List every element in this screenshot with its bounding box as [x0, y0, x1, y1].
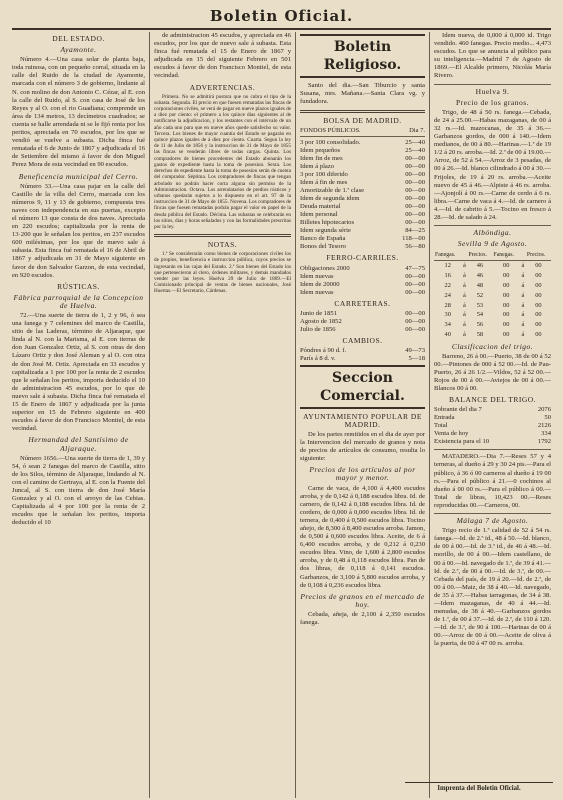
section-subheading: Ayamonte.	[60, 45, 97, 55]
table-cell: 00	[535, 311, 542, 319]
table-cell: á	[521, 272, 525, 280]
divider	[434, 449, 551, 450]
bolsa-row-label: Póndres á 90 d. f.	[300, 346, 347, 354]
table-cell: á	[521, 291, 525, 299]
bolsa-row	[300, 273, 425, 281]
table-cell: á	[521, 321, 525, 329]
paragraph: MATADERO.—Dia 7.—Reses 57 y 4 terneras, al dueño á 29 y 30 24 pts.—Para el público, á 36 ó 00 carneros al dueño á 19 00 rs.—Para el público á 21.—0 cochinos al dueño á 00 00 rs.—Para el público á 00.—Total de libras, 10,423 00.—Reses reproducidas 00.—Carneros, 00.	[434, 453, 551, 509]
balance-row	[434, 438, 551, 446]
table-cell: 00	[503, 321, 510, 329]
section-heading: RÚSTICAS.	[57, 281, 100, 291]
bolsa-row-label: Idem á plazo	[300, 163, 335, 171]
bolsa-row-label: Banco de España	[300, 235, 346, 243]
table-cell: 00	[503, 301, 510, 309]
table-cell: 24	[444, 291, 451, 299]
divider	[300, 110, 425, 113]
table-cell: 00	[535, 291, 542, 299]
table-cell: 00	[535, 330, 542, 338]
section-subheading: Precio de los granos.	[456, 97, 529, 107]
bolsa-row-value: 00—00	[405, 288, 425, 296]
table-cell: á	[521, 281, 525, 289]
balance-row	[434, 414, 551, 422]
table-cell: 00	[535, 281, 542, 289]
balance-row-label: Total	[434, 422, 448, 430]
bolsa-rows	[300, 139, 425, 251]
bolsa-row-value: 00—00	[405, 179, 425, 187]
section-subheading: Hermandad del Santísimo de Aljaraque.	[28, 435, 129, 453]
column-3	[296, 32, 430, 798]
albondiga-table-body	[434, 261, 551, 340]
paragraph: Cebada, añeja, de 2,100 á 2,350 escudos fanega.	[300, 610, 425, 626]
table-cell: 53	[476, 301, 484, 309]
bolsa-row-label: Idem pequeños	[300, 147, 341, 155]
bolsa-row-label: Idem á fin de mes	[300, 179, 348, 187]
bolsa-row	[300, 289, 425, 297]
section-heading: Málaga 7 de Agosto.	[456, 516, 529, 526]
bolsa-row-value: 84—25	[405, 227, 425, 235]
bolsa-header-left: FONDOS PÚBLICOS.	[300, 127, 361, 135]
bolsa-row	[300, 171, 425, 179]
bolsa-row	[300, 195, 425, 203]
paragraph: de administracion 45 escudos, y apreciada en 46 escudos, por los que de nuevo sale á subasta. Esta finca fué rematada el 15 de Enero de 1867 y adjudicada en 15 del siguiente Febrero en 501 escudos á favor de don Francisco Montiel, de esta vecindad.	[154, 32, 291, 80]
balance-row	[434, 422, 551, 430]
section-subheading: Beneficencia municipal del Cerro.	[18, 171, 139, 181]
bolsa-row-label: Idem personal	[300, 211, 338, 219]
bolsa-row-label: Idem nuevas	[300, 272, 334, 280]
table-cell: á	[463, 311, 466, 319]
bolsa-rows-ferrocarriles	[300, 265, 425, 297]
balance-row-value: 334	[541, 430, 551, 438]
balance-row-value: 1792	[537, 438, 551, 446]
bolsa-row	[300, 318, 425, 326]
comercial-title: Seccion Comercial.	[300, 365, 425, 409]
table-cell: 54	[476, 311, 484, 319]
bolsa-row-label: París á 8 d. v.	[300, 354, 336, 362]
section-heading: ADVERTENCIAS.	[189, 82, 256, 92]
columns	[8, 32, 555, 798]
table-cell: 00	[503, 330, 510, 338]
bolsa-row-value: 47—75	[405, 264, 425, 272]
table-cell: 28	[444, 301, 451, 309]
bolsa-row-label: Obligaciones 2000	[300, 264, 350, 272]
bolsa-row-value: 00—00	[405, 171, 425, 179]
table-cell: 00	[503, 311, 510, 319]
comercial-subheading: AYUNTAMIENTO POPULAR DE MADRID.	[303, 411, 422, 429]
paragraph: De los partes remitidos en el dia de ayer por la Intervencion del mercado de granos y nota de precios de artículos de consumo, resulta lo siguiente:	[300, 430, 425, 463]
bolsa-row-value: 00—00	[405, 163, 425, 171]
bolsa-row-label: Julio de 1856	[300, 325, 336, 333]
table-header: Fanegas.	[492, 250, 519, 261]
section-heading: DEL ESTADO.	[52, 34, 105, 43]
paragraph: Idem nueva, de 0,000 á 0,000 id. Trigo vendido. 460 fanegas. Precio medio... 4,473 escudos. Lo que se anuncia al público para su inteligencia.—Madrid 7 de Agosto de 1869.—El Alcalde primero, Nicolás María Rivero.	[434, 32, 551, 80]
bolsa-row-value: 00—00	[405, 309, 425, 317]
bolsa-row-value: 00—00	[405, 317, 425, 325]
bolsa-row-value: 25—40	[405, 147, 425, 155]
table-header: Fanegas.	[434, 250, 461, 261]
imprint: Imprenta del Boletin Oficial.	[405, 782, 553, 792]
balance-row-value: 50	[544, 414, 551, 422]
table-cell: á	[463, 321, 466, 329]
bolsa-row-value: 00—00	[405, 211, 425, 219]
table-cell: á	[521, 311, 525, 319]
balance-row-value: 2126	[537, 422, 551, 430]
table-cell: 48	[476, 281, 484, 289]
table-cell: 46	[476, 272, 484, 280]
table-cell: 56	[476, 321, 484, 329]
bolsa-row-value: 5—18	[408, 354, 425, 362]
bolsa-row-label: Amortizable de 1.ª clase	[300, 187, 365, 195]
table-cell: á	[463, 291, 466, 299]
section-subheading: Fábrica parroquial de la Concepcion de Huelva.	[13, 292, 144, 310]
bolsa-row	[300, 163, 425, 171]
balance-row-label: Sobrante del dia 7	[434, 406, 482, 414]
bolsa-row-label: 3 por 100 consolidado.	[300, 139, 361, 147]
balance-row-label: Venta de hoy	[434, 430, 469, 438]
table-cell: á	[463, 330, 466, 338]
bolsa-row	[300, 227, 425, 235]
bolsa-row-value: 118—00	[402, 235, 425, 243]
paragraph: Número 4.—Una casa solar de planta baja, toda ruinosa, con un pequeño corral, situada en la calle del Ruido de la ciudad de Ayamonte, marcada con el número 3 de gobierno, lindante al N. con molino de don Antonio C. Cézar, al E. con la calle del Ruido, al S. con casa de José de los Reyes y al O. con el rio Guadiana; comprende un área de 134 metros, 13 decímetros cuadrados; se cuenta se halle arrendada ni se le fijó renta por los peritos, apreciada en 70 escudos, por los que se vendió se vuelve a subasta. Dicha finca fué rematada el 6 de Junio de 1867 y adjudicada el 16 de Setiembre del mismo á favor de don Miguel Perez Mora de esta vecindad en 90 escudos.	[12, 56, 145, 169]
table-cell: 00	[503, 262, 510, 270]
bolsa-row-value: 00—00	[405, 187, 425, 195]
notes-text: 1.ª Se considerarán como bienes de corporaciones civiles los de propios, beneficencia e instruccion pública, cuyos precios se ingresarán en las cajas del Estado. 2.ª Son bienes del Estado los que pertenecieron al clero, órdenes militares, y demás mandados vender por las leyes. Huelva 29 de Julio de 1869.—El Comisionado principal de ventas de bienes nacionales, José Huertas.—El Secretario, Cárdenas.	[154, 251, 291, 295]
section-heading: Albóndiga.	[473, 228, 512, 238]
table-cell: 16	[444, 272, 451, 280]
table-cell: 00	[535, 262, 542, 270]
bolsa-row-value: 25—40	[405, 139, 425, 147]
section-heading: Huelva 9.	[475, 86, 510, 96]
table-cell: 00	[503, 291, 510, 299]
table-cell: á	[463, 272, 466, 280]
bolsa-row	[300, 187, 425, 195]
column-2	[150, 32, 296, 798]
section-subheading: Clasificacion del trigo.	[451, 341, 534, 351]
bolsa-row	[300, 155, 425, 163]
bolsa-row	[300, 310, 425, 318]
balance-row	[434, 430, 551, 438]
paragraph: Trigo, de 48 á 50 rs. fanega.—Cebada, de 24 á 25.00.—Habas mazaganas, de 00 á 32 rs.—Id. mazocanas, de 35 á 36.—Garbanzos gordos, de 000 á 140.—Idem medianos, de 00 á 80.—Harinas.—1.ª de 19 1/2 á 20 rs. arroba.—Id. 2.ª de 00 á 19.00.—Arroz, de 52 á 54.—Arroz de 3 pesadas, de 00 á 26.—Id. blanco cilindrado á 00 á 30.—Frijoles, de 19 á 20 rs. arroba.—Aceite nuevo de 45 á 46.—Alpiste á 46 rs. arroba.—Ajonjolí á 00 rs.—Carne de cerdo á 6 rs. libra.—Carne de vaca á 4.—Id. de carnero á 4.—Id. de cabrito á 5.—Tocino en fresco á 28.—Id. de salado á 24.	[434, 108, 552, 221]
bolsa-title: BOLSA DE MADRID.	[323, 116, 402, 126]
paragraph: Barreno, 26 á 00.—Puerto, 38 de 00 á 52 00.—Pintones de 000 á 52 00.—Id. de Pau-Puerto, 26 á 26 1/2.—Vildos, 52 á 52 00.—Rojos de 00 á 00.—Aviejos de 00 á 00.—Blancos 00 á 00.	[434, 352, 551, 393]
bolsa-row-value: 00—00	[405, 325, 425, 333]
bolsa-row	[300, 219, 425, 227]
bolsa-row-value: 00—00	[405, 155, 425, 163]
paragraph: Número 33.—Una casa pajar en la calle del Castillo de la villa del Cerro, marcada con los números 9, 11 y 13 de gobierno, compuesta tres naves con independencia en sus puertas, excepto el número 13 que consta de dos naves. Apreciada en 220 escudos; capitalizada por la renta de 13·200 que le señalan los peritos, en 237 escudos 600 milésimas, por los que de nuevo sale á subasta. Esta finca fué rematada el 16 de Abril de 1867 y adjudicada en 31 de Mayo siguiente en favor de don Salvador Garzon, de esta vecindad, en 920 escudos.	[12, 182, 145, 279]
divider	[434, 513, 551, 514]
bolsa-row-label: Billetes hipotecarios	[300, 219, 355, 227]
table-cell: 34	[444, 321, 451, 329]
bolsa-row	[300, 203, 425, 211]
table-cell: 00	[503, 281, 510, 289]
bolsa-row-label: Idem fin de mes	[300, 155, 343, 163]
bolsa-row	[300, 243, 425, 251]
bolsa-row-label: 3 por 100 diferido	[300, 171, 348, 179]
bolsa-row-label: Idem de 20000	[300, 280, 340, 288]
table-cell: á	[463, 301, 466, 309]
advertencias-text: Primera. No se admitirá postura que no cubra el tipo de la subasta. Segunda. El precio en que fuesen rematadas las fincas de corporaciones civiles, se verá de pagar en nueve plazos iguales de a diez por ciento: el primero a los quince dias siguientes al de notificarse la adjudicacion, y los restantes con el intérvalo de un año cada uno para que en nueve años quede satisfecho su valor. Tercera. Los bienes de mayor cuantía del Estado se pagarán en quince plazos iguales de á diez por ciento. Cuarta. Segun la ley de 11 de Julio de 1856 y la instruccion de 31 de Mayo de 1855 las fincas se venderán libres de todas cargas. Quinta. Los compradores de bienes procedentes del Estado abonarán los gastos de expediente hasta la toma de posesion. Sexta. Los derechos de espediente hasta la toma de posesion serán de cuenta del comprador. Séptima. Los compradores de fincas que tengan arbolado no podrán hacer corta alguna sin permiso de la Administracion. Octava. Los arrendatarios de predios rústicos y urbanos quedarán sujetos a lo dispuesto en el art. 97 de la instruccion de 31 de Mayo de 1855. Novena. Los compradores de fincas que fuesen rematadas podrán pagar el valor en papel de la deuda pública del Estado. Décima. Las subastas se celebrarán en los sitios, dias y horas señalados y con las formalidades prescritas por la ley.	[154, 93, 291, 230]
comercial-heading: Precios de granos en el mercado de hoy.	[300, 591, 425, 609]
bolsa-subheading: FERRO-CARRILES.	[326, 253, 399, 263]
bolsa-row	[300, 281, 425, 289]
bolsa-row-value: 00—00	[405, 195, 425, 203]
balance-rows	[434, 406, 551, 446]
table-cell: á	[463, 281, 466, 289]
bolsa-row-label: Junio de 1851	[300, 309, 337, 317]
paragraph: Número 1656.—Una suerte de tierra de 1, 39 y 54, ó sean 2 fanegas del marco de Castilla, sitio de los Silos, término de Aljaraque, lindando al N. con el camino de Gertraya, al E. con la Fuente del Juncal, al S. con tierra de don José María Gonzalez y al O. con el arroyo de las Cebias. Capitalizada al 4 por 100 por la renta de 2 escudos que le señalan los peritos, importa deducido el 10	[12, 454, 145, 527]
table-cell: á	[521, 330, 525, 338]
table-cell: 52	[476, 291, 484, 299]
section-subheading: Sevilla 9 de Agosto.	[457, 239, 528, 249]
bolsa-row	[300, 235, 425, 243]
bolsa-row-value: 56—80	[405, 243, 425, 251]
bolsa-row	[300, 211, 425, 219]
bolsa-header-right: Dia 7.	[409, 127, 425, 135]
divider	[434, 84, 551, 85]
bolsa-row	[300, 347, 425, 355]
table-row	[434, 320, 551, 330]
section-heading: BALANCE DEL TRIGO.	[448, 395, 537, 405]
bolsa-row	[300, 139, 425, 147]
bolsa-row	[300, 355, 425, 363]
bolsa-row-label: Deuda material	[300, 203, 341, 211]
bolsa-row-value: 49—73	[405, 346, 425, 354]
bolsa-subheading: CAMBIOS.	[342, 335, 383, 345]
table-row	[434, 310, 551, 320]
table-row	[434, 271, 551, 281]
bolsa-row	[300, 147, 425, 155]
bolsa-row-value: 00—00	[405, 272, 425, 280]
table-cell: á	[521, 301, 525, 309]
bolsa-row	[300, 265, 425, 273]
bolsa-row-label: Idem de segunda idem	[300, 195, 360, 203]
paragraph: Santo del dia.—San Tiburcio y santa Susana, mrs. Mañana.—Santa Clara vg. y fundadora.	[300, 82, 425, 106]
divider	[154, 234, 291, 237]
table-cell: 30	[444, 311, 451, 319]
table-row	[434, 330, 551, 340]
table-cell: 40	[444, 330, 451, 338]
bolsa-rows-carreteras	[300, 310, 425, 334]
paragraph: Carne de vaca, de 4,100 á 4,400 escudos arroba, y de 0,142 á 0,188 escudos libra. Id. de carnero, de 0,142 á 0,188 escudos libra. Id. de cordero, de 0,000 á 0,000 escudos libra. Id. de ternera, de 0,400 á 0,500 escudos libra. Tocino añejo, de 8,300 á 8,400 escudos arroba. Jamon, de 0,500 á 0,600 escudos libra. Aceite, de 6 á 6,400 escudos arroba, y de 0,212 á 0,230 escudos libra. Vino, de 1,600 á 2,800 escudos arroba, y de 0,48 á 0,118 escudos libra. Pan de dos libras, de 0,118 á 0,141 escudos. Garbanzos, de 3,100 á 5,800 escudos arroba, y de 0,108 á 0,236 escudos libra.	[300, 484, 425, 589]
table-cell: 22	[444, 281, 451, 289]
table-cell: 58	[476, 330, 484, 338]
bolsa-row-label: Idem segunda série	[300, 227, 351, 235]
bolsa-row-label: Bonos del Tesoro	[300, 243, 346, 251]
albondiga-table	[434, 250, 551, 339]
masthead	[12, 4, 551, 30]
column-1	[8, 32, 150, 798]
balance-row-label: Entrada	[434, 414, 455, 422]
balance-row-label: Existencia para el 10	[434, 438, 490, 446]
paragraph: 72.—Una suerte de tierra de 1, 2 y 96, ó sea una fanega y 7 celemines del marco de Castilla, sitio de las Laderas, término de Aljaraque, que linda al N. con la Marisma, al E. con tierras de don Juan Gonzalez Ortiz, al S. con otras de don Lázaro Ortiz y don José Aleman y al O. con otra de don José M. Ortiz. Apreciada en 33 escudos y capitalizada a 1 por 100 por la renta de 2 escudos que le señalan los peritos, importa deducido el 10 de administracion 45 escudos, por lo que de nuevo sale á subasta. Dicha finca fué rematada el 15 de Enero de 1867 y adjudicada por la junta superior en 15 de Febrero siguiente en 400 escudos á favor de don Francisco Montiel, de esta vecindad.	[12, 312, 145, 433]
table-cell: 00	[503, 272, 510, 280]
bolsa-header	[300, 127, 425, 137]
bolsa-row-value: 00—00	[405, 203, 425, 211]
balance-row	[434, 406, 551, 414]
bolsa-subheading: CARRETERAS.	[334, 298, 391, 308]
table-header: Precios.	[526, 250, 551, 261]
table-cell: 00	[535, 301, 542, 309]
table-row	[434, 291, 551, 301]
table-cell: 00	[535, 321, 542, 329]
bolsa-row-label: Idem nuevas	[300, 288, 334, 296]
table-row	[434, 281, 551, 291]
table-row	[434, 301, 551, 311]
masthead-title: Boletin Oficial.	[209, 7, 354, 25]
balance-row-value: 2076	[537, 406, 551, 414]
table-cell: 00	[535, 272, 542, 280]
paragraph: Trigo recio de 1.ª calidad de 52 á 54 rs. fanega.—Id. de 2.ª id., 48 á 50.—Id. blanco, de 00 á 00.—Id. de 3.ª id., de 46 á 48.—Id. morillo, de 00 á 00.—Idem castellano, de 00 á 00.—Id. navegado de 1.ª, de 39 á 41.—Id. de 2.ª, de 00 á 00.—Id. de 3.ª, de 00.—Cebada del país, de 19 á 20.—Id. de 2.ª, de 00 á 00.—Maiz, de 38 á 40.—Id. navegado, de 35 á 37.—Habas tarragonas, de 34 á 38.—Idem mazaganas, de 40 á 44.—Id. menudas, de 38 á 40.—Garbanzos gordos de 1.ª, de 00 á 37.—Id. de 2.ª, de 110 á 120.—Id. de 3.ª, de 90 á 100.—Harinas de 00 á 00.—Arroz de 00 á 00.—Aceite de oliva á la puerta, de 00 á 47 00 rs. arroba.	[434, 527, 551, 648]
table-cell: á	[521, 262, 525, 270]
table-cell: 12	[444, 262, 451, 270]
divider	[434, 225, 551, 226]
bolsa-row-label: Agosto de 1852	[300, 317, 342, 325]
section-heading: NOTAS.	[207, 240, 238, 250]
religioso-title: Boletin Religioso.	[300, 34, 425, 78]
bolsa-row	[300, 326, 425, 334]
bolsa-rows-cambios	[300, 347, 425, 363]
table-row	[434, 261, 551, 271]
column-4	[430, 32, 555, 798]
table-cell: 46	[476, 262, 484, 270]
table-header: Precios.	[467, 250, 492, 261]
table-cell: á	[463, 262, 466, 270]
bolsa-row-value: 00—00	[405, 280, 425, 288]
comercial-heading: Precios de los artículos al por mayor y menor.	[309, 465, 416, 483]
bolsa-row-value: 00—00	[405, 219, 425, 227]
bolsa-row	[300, 179, 425, 187]
